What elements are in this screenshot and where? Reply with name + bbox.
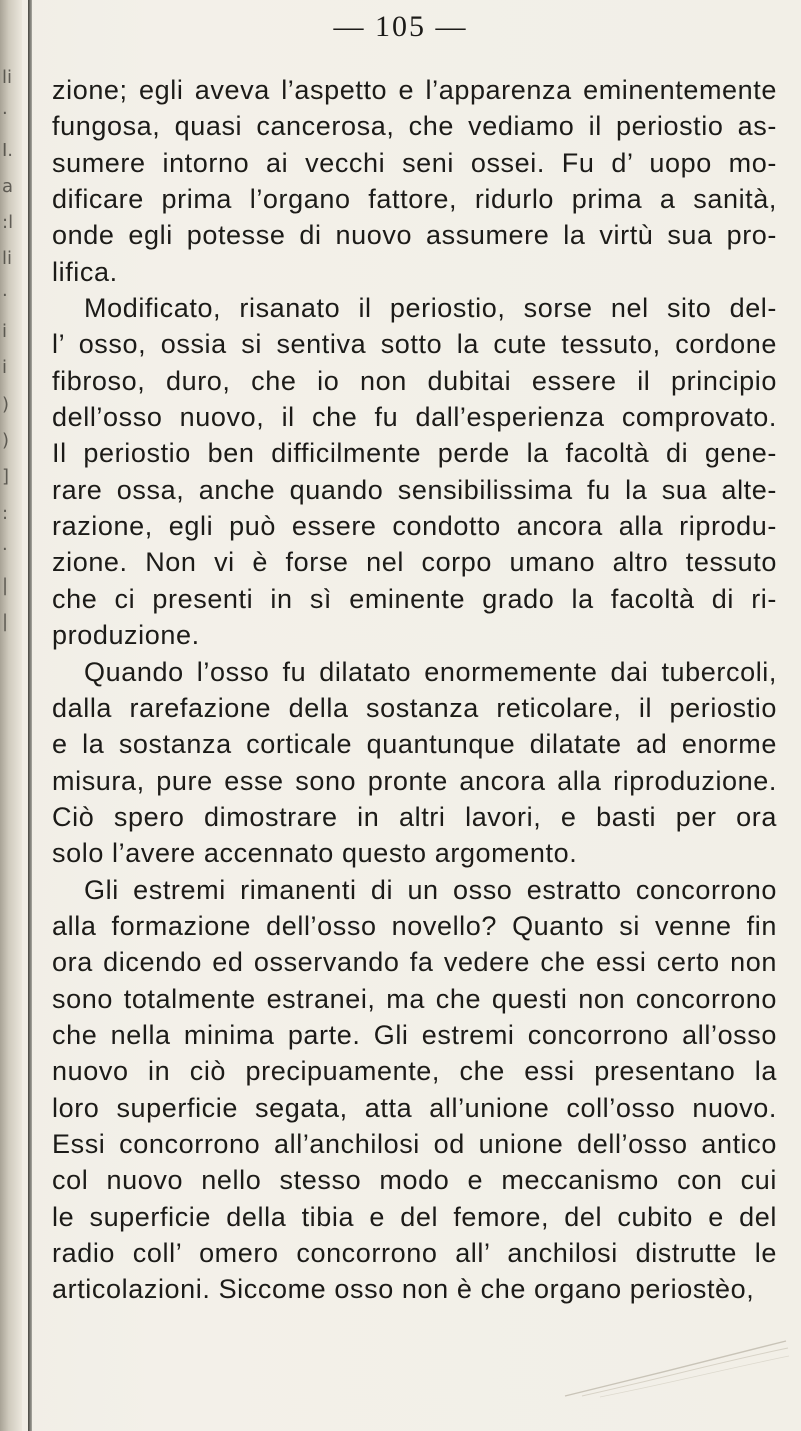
text-line: nuovo in ciò precipuamente, che essi presentano la [52,1056,777,1087]
text-line: col nuovo nello stesso modo e meccanismo con cui [52,1165,777,1196]
bleed-mark: li [2,67,13,88]
text-line: zione. Non vi è forse nel corpo umano altro tessuto [52,547,777,578]
text-line: solo l’avere accennato questo argomento. [52,838,578,869]
text-line: fibroso, duro, che io non dubitai essere il principio [52,365,777,396]
bleed-mark: i [2,357,8,379]
text-line: l’ osso, ossia si sentiva sotto la cute tessuto, cordone [52,329,777,360]
bleed-mark: a [2,175,14,197]
text-line: misura, pure esse sono pronte ancora alla riproduzione. [52,765,777,796]
bleed-mark: · [2,103,8,125]
text-line: Ciò spero dimostrare in altri lavori, e basti per ora [52,801,777,832]
bleed-mark: · [2,284,8,306]
text-line: lifica. [52,256,118,287]
text-line: rare ossa, anche quando sensibilissima fu la sua alte- [52,474,777,505]
text-line: loro superficie segata, atta all’unione coll’osso nuovo. [52,1092,777,1123]
text-line: Modificato, risanato il periostio, sorse nel sito del- [84,293,777,324]
binding-edge [28,0,32,1431]
text-line: articolazioni. Siccome osso non è che organo periostèo, [52,1274,755,1305]
text-line: Quando l’osso fu dilatato enormemente dai tubercoli, [84,656,777,687]
text-line: dalla rarefazione della sostanza reticolare, il periostio [52,692,777,723]
text-line: zione; egli aveva l’aspetto e l’apparenza eminentemente [52,75,777,105]
text-line: dificare prima l’organo fattore, ridurlo prima a sanità, [52,184,777,215]
bleed-mark: i [2,321,8,343]
bleed-mark: : [2,502,9,524]
bleed-mark: li [2,248,13,270]
text-line: ora dicendo ed osservando fa vedere che essi certo non [52,947,777,978]
page-crease-mark [560,1338,790,1398]
text-line: radio coll’ omero concorrono all’ anchilosi distrutte le [52,1238,777,1268]
bleed-mark: | [2,611,9,633]
margin-bleed-marks [2,60,20,641]
bleed-mark: ] [2,466,10,488]
text-line: alla formazione dell’osso novello? Quanto si venne fin [52,910,777,941]
text-line: fungosa, quasi cancerosa, che vediamo il periostio as- [52,111,777,142]
bleed-mark: I. [2,139,14,161]
bleed-mark: ) [2,393,10,415]
text-line: le superficie della tibia e del femore, del cubito e del [52,1201,777,1232]
page-number-header: — 105 — [333,10,468,43]
text-line: sumere intorno ai vecchi seni ossei. Fu d’ uopo mo- [52,147,777,178]
text-line: razione, egli può essere condotto ancora alla riprodu- [52,511,777,542]
text-line: sono totalmente estranei, ma che questi non concorrono [52,983,777,1014]
text-line: Gli estremi rimanenti di un osso estratto concorrono [84,874,777,905]
text-line: Il periostio ben difficilmente perde la facoltà di gene- [52,438,777,469]
text-line: che nella minima parte. Gli estremi concorrono all’osso [52,1019,777,1050]
text-line: Essi concorrono all’anchilosi od unione dell’osso antico [52,1128,777,1159]
body-text [52,72,777,1308]
bleed-mark: :l [2,212,14,234]
text-line: produzione. [52,620,200,651]
bleed-mark: · [2,538,8,560]
text-line: dell’osso nuovo, il che fu dall’esperienza comprovato. [52,402,777,433]
text-line: e la sostanza corticale quantunque dilatate ad enorme [52,729,777,760]
bleed-mark: ) [2,429,10,451]
text-line: onde egli potesse di nuovo assumere la virtù sua pro- [52,220,777,251]
text-line: che ci presenti in sì eminente grado la facoltà di ri- [52,583,777,614]
bleed-mark: | [2,575,9,597]
